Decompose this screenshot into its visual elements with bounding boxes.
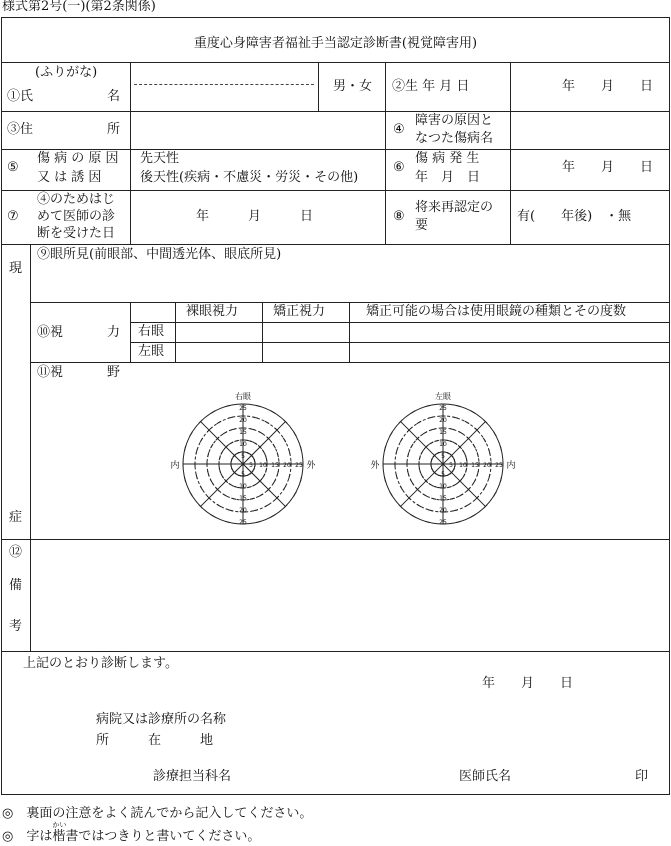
field-tick <box>196 449 197 454</box>
field-tick <box>419 455 420 460</box>
department-label: 診療担当科名 <box>153 769 232 784</box>
field-tick <box>271 515 275 518</box>
field-tick <box>471 411 475 414</box>
field-tick <box>219 455 220 460</box>
name-label: ①氏 <box>7 89 34 104</box>
field-tick <box>431 429 436 430</box>
field-tick <box>419 468 420 473</box>
ruby-reading: かい <box>52 821 67 829</box>
field-tick <box>431 498 436 499</box>
field-tick <box>417 421 421 424</box>
field-scale-label: 5 <box>441 471 445 478</box>
field-tick <box>211 411 215 414</box>
field-tick <box>466 455 467 460</box>
cause-disease-label-2: なつた傷病名 <box>415 131 494 146</box>
field-tick <box>256 405 261 406</box>
onset-label-2: 年 月 日 <box>415 170 481 185</box>
field-scale-label: 10 <box>439 441 447 448</box>
field-tick <box>423 494 427 497</box>
findings-side-label-2: 症 <box>9 510 23 525</box>
field-tick <box>208 471 209 476</box>
note-2 <box>2 821 261 845</box>
naked-acuity-header: 裸眼視力 <box>186 304 239 319</box>
field-tick <box>428 417 433 418</box>
field-tick <box>256 521 261 522</box>
form-number: 様式第2号(一)(第2条関係) <box>2 0 156 14</box>
cause-number: ④ <box>393 122 405 137</box>
hospital-name-label: 病院又は診療所の名称 <box>96 712 227 727</box>
field-scale-label: 15 <box>271 462 279 469</box>
field-side-label: 外 <box>370 461 380 471</box>
field-tick <box>190 492 193 496</box>
field-tick <box>421 474 424 478</box>
field-tick <box>450 429 455 430</box>
visual-field-label-end: 野 <box>107 365 121 380</box>
field-tick <box>456 521 461 522</box>
onset-number: ⑥ <box>393 160 405 175</box>
field-tick <box>253 510 258 511</box>
field-tick <box>289 449 290 454</box>
field-tick <box>477 471 478 476</box>
remarks-label-2: 考 <box>9 619 23 634</box>
field-side-label: 内 <box>506 461 516 471</box>
field-scale-label: 20 <box>239 417 247 424</box>
field-scale-label: 25 <box>239 519 247 526</box>
first-visit-number: ⑦ <box>7 209 19 224</box>
field-tick <box>473 444 476 448</box>
field-scale-label: 20 <box>239 507 247 514</box>
field-tick <box>277 452 278 457</box>
field-scale-label: 10 <box>439 483 447 490</box>
field-tick <box>190 432 193 436</box>
field-tick <box>408 452 409 457</box>
field-tick <box>471 515 475 518</box>
field-tick <box>225 405 230 406</box>
field-scale-label: 15 <box>239 495 247 502</box>
birth-value[interactable]: 年 月 日 <box>562 79 654 94</box>
recert-label: 将来再認定の <box>415 200 494 215</box>
field-tick <box>456 405 461 406</box>
corrected-acuity-header: 矯正視力 <box>273 304 326 319</box>
ruby-base: 楷 <box>52 829 66 844</box>
field-tick <box>231 498 236 499</box>
field-tick <box>208 452 209 457</box>
field-tick <box>489 449 490 454</box>
field-tick <box>400 486 403 490</box>
field-tick <box>196 474 197 479</box>
field-tick <box>200 438 203 442</box>
eye-findings-label: ⑨眼所見(前眼部、中間透光体、眼底所見) <box>37 247 282 262</box>
field-tick <box>384 477 385 482</box>
birth-label: ②生 年 月 日 <box>392 79 470 94</box>
field-scale-label: 25 <box>439 405 447 412</box>
visual-field-label: ⑪視 <box>37 365 64 380</box>
field-eye-title: 左眼 <box>435 392 451 401</box>
field-tick <box>423 432 427 435</box>
field-tick <box>283 486 286 490</box>
field-tick <box>266 455 267 460</box>
remarks-number: ⑫ <box>9 545 23 560</box>
recert-label-2: 要 <box>415 218 429 233</box>
doctor-name-label: 医師氏名 <box>459 769 512 784</box>
field-tick <box>453 442 457 445</box>
field-tick <box>473 480 476 484</box>
field-scale-label: 15 <box>239 429 247 436</box>
left-eye-row-label: 左眼 <box>138 344 165 359</box>
field-tick <box>228 510 233 511</box>
field-scale-label: 10 <box>259 462 267 469</box>
field-tick <box>408 471 409 476</box>
field-tick <box>250 498 255 499</box>
first-visit-value[interactable]: 年 月 日 <box>196 209 314 224</box>
field-scale-label: 25 <box>295 462 303 469</box>
field-tick <box>453 510 458 511</box>
ruby-kanji <box>52 821 67 845</box>
address-label-end: 所 <box>107 122 121 137</box>
field-tick <box>483 486 486 490</box>
remarks-label: 備 <box>9 578 23 593</box>
field-tick <box>221 474 224 478</box>
note-2-text-end: 書ではつきりと書いてください。 <box>65 829 261 844</box>
field-tick <box>447 487 452 488</box>
field-scale-label: 5 <box>441 453 445 460</box>
field-tick <box>425 521 430 522</box>
field-tick <box>421 450 424 454</box>
field-scale-label: 5 <box>249 462 253 469</box>
diagnosis-date[interactable]: 年 月 日 <box>482 676 574 691</box>
field-tick <box>300 446 301 451</box>
note-2-text: ◎ 字は <box>2 829 53 844</box>
field-tick <box>453 417 458 418</box>
field-tick <box>429 484 433 487</box>
field-tick <box>396 449 397 454</box>
recert-number: ⑧ <box>393 209 405 224</box>
first-visit-label: ④のためはじ <box>37 192 116 207</box>
acuity-label: ⑩視 <box>37 325 64 340</box>
field-tick <box>390 432 393 436</box>
field-tick <box>228 417 233 418</box>
field-scale-label: 5 <box>241 453 245 460</box>
field-tick <box>396 474 397 479</box>
field-tick <box>425 405 430 406</box>
field-tick <box>400 438 403 442</box>
field-side-label: 内 <box>170 461 180 471</box>
field-tick <box>229 484 233 487</box>
field-tick <box>219 468 220 473</box>
field-scale-label: 20 <box>439 417 447 424</box>
field-tick <box>283 438 286 442</box>
field-tick <box>465 421 469 424</box>
field-tick <box>411 411 415 414</box>
address-label: ③住 <box>7 122 34 137</box>
field-tick <box>390 492 393 496</box>
congenital-option[interactable]: 先天性 <box>140 151 180 166</box>
field-tick <box>184 477 185 482</box>
field-tick <box>200 486 203 490</box>
field-tick <box>411 480 414 484</box>
field-tick <box>494 492 497 496</box>
field-tick <box>211 515 215 518</box>
field-tick <box>411 444 414 448</box>
field-scale-label: 25 <box>439 519 447 526</box>
field-tick <box>273 480 276 484</box>
field-tick <box>247 487 252 488</box>
onset-value[interactable]: 年 月 日 <box>562 160 654 175</box>
field-tick <box>277 471 278 476</box>
cause-label-2: 又 は 誘 因 <box>37 170 102 185</box>
cause-number: ⑤ <box>7 160 19 175</box>
field-tick <box>500 446 501 451</box>
field-tick <box>463 450 466 454</box>
field-scale-label: 10 <box>239 441 247 448</box>
field-side-label: 外 <box>306 461 316 471</box>
field-tick <box>465 504 469 507</box>
field-tick <box>250 429 255 430</box>
field-tick <box>263 474 266 478</box>
field-scale-label: 5 <box>449 462 453 469</box>
field-tick <box>459 432 463 435</box>
field-scale-label: 20 <box>483 462 491 469</box>
field-scale-label: 20 <box>439 507 447 514</box>
field-tick <box>221 450 224 454</box>
field-scale-label: 25 <box>239 405 247 412</box>
field-scale-label: 25 <box>495 462 503 469</box>
first-visit-label-3: 断を受けた日 <box>37 226 116 241</box>
field-scale-label: 15 <box>471 462 479 469</box>
field-tick <box>454 458 455 463</box>
cause-disease-label: 障害の原因と <box>415 113 494 128</box>
field-tick <box>428 510 433 511</box>
findings-side-label: 現 <box>9 261 23 276</box>
field-tick <box>453 484 457 487</box>
acquired-option[interactable]: 後天性(疾病・不慮災・労災・その他) <box>140 170 359 185</box>
field-tick <box>211 480 214 484</box>
field-tick <box>384 446 385 451</box>
field-tick <box>289 474 290 479</box>
field-tick <box>483 438 486 442</box>
recert-value[interactable]: 有( 年後) ・無 <box>517 209 632 224</box>
sex-option[interactable]: 男・女 <box>333 79 373 94</box>
field-tick <box>254 458 255 463</box>
field-tick <box>429 442 433 445</box>
field-tick <box>253 484 257 487</box>
glasses-header: 矯正可能の場合は使用眼鏡の種類とその度数 <box>366 304 627 319</box>
field-tick <box>247 440 252 441</box>
field-tick <box>500 477 501 482</box>
field-tick <box>259 432 263 435</box>
field-scale-label: 15 <box>439 429 447 436</box>
field-tick <box>294 432 297 436</box>
right-eye-row-label: 右眼 <box>138 324 165 339</box>
field-tick <box>211 444 214 448</box>
name-label-end: 名 <box>107 89 121 104</box>
acuity-label-end: 力 <box>107 325 121 340</box>
field-tick <box>477 452 478 457</box>
field-tick <box>229 442 233 445</box>
field-tick <box>217 421 221 424</box>
form-title: 重度心身障害者福祉手当認定診断書(視覚障害用) <box>193 36 478 51</box>
field-tick <box>447 440 452 441</box>
field-tick <box>217 504 221 507</box>
field-tick <box>273 444 276 448</box>
field-tick <box>225 521 230 522</box>
field-tick <box>459 494 463 497</box>
field-tick <box>184 446 185 451</box>
field-tick <box>450 498 455 499</box>
field-tick <box>259 494 263 497</box>
seal-mark: 印 <box>635 769 649 784</box>
field-tick <box>231 429 236 430</box>
field-tick <box>294 492 297 496</box>
field-tick <box>489 474 490 479</box>
field-tick <box>253 417 258 418</box>
field-tick <box>463 474 466 478</box>
field-tick <box>300 477 301 482</box>
note-1: ◎ 裏面の注意をよく読んでから記入してください。 <box>2 806 313 821</box>
location-label: 所 在 地 <box>96 733 214 748</box>
field-tick <box>494 432 497 436</box>
field-tick <box>265 421 269 424</box>
field-tick <box>411 515 415 518</box>
first-visit-label-2: めて医師の診 <box>37 209 116 224</box>
field-scale-label: 5 <box>241 471 245 478</box>
field-tick <box>271 411 275 414</box>
field-scale-label: 10 <box>459 462 467 469</box>
field-tick <box>263 450 266 454</box>
field-scale-label: 20 <box>283 462 291 469</box>
field-scale-label: 15 <box>439 495 447 502</box>
field-tick <box>265 504 269 507</box>
field-eye-title: 右眼 <box>235 392 251 401</box>
field-scale-label: 10 <box>239 483 247 490</box>
field-tick <box>253 442 257 445</box>
onset-label: 傷 病 発 生 <box>415 151 480 166</box>
furigana-label: (ふりがな) <box>35 65 98 80</box>
field-tick <box>223 494 227 497</box>
field-tick <box>223 432 227 435</box>
cause-label: 傷 病 の 原 因 <box>37 151 119 166</box>
diagnosis-statement: 上記のとおり診断します。 <box>23 656 178 671</box>
field-tick <box>417 504 421 507</box>
